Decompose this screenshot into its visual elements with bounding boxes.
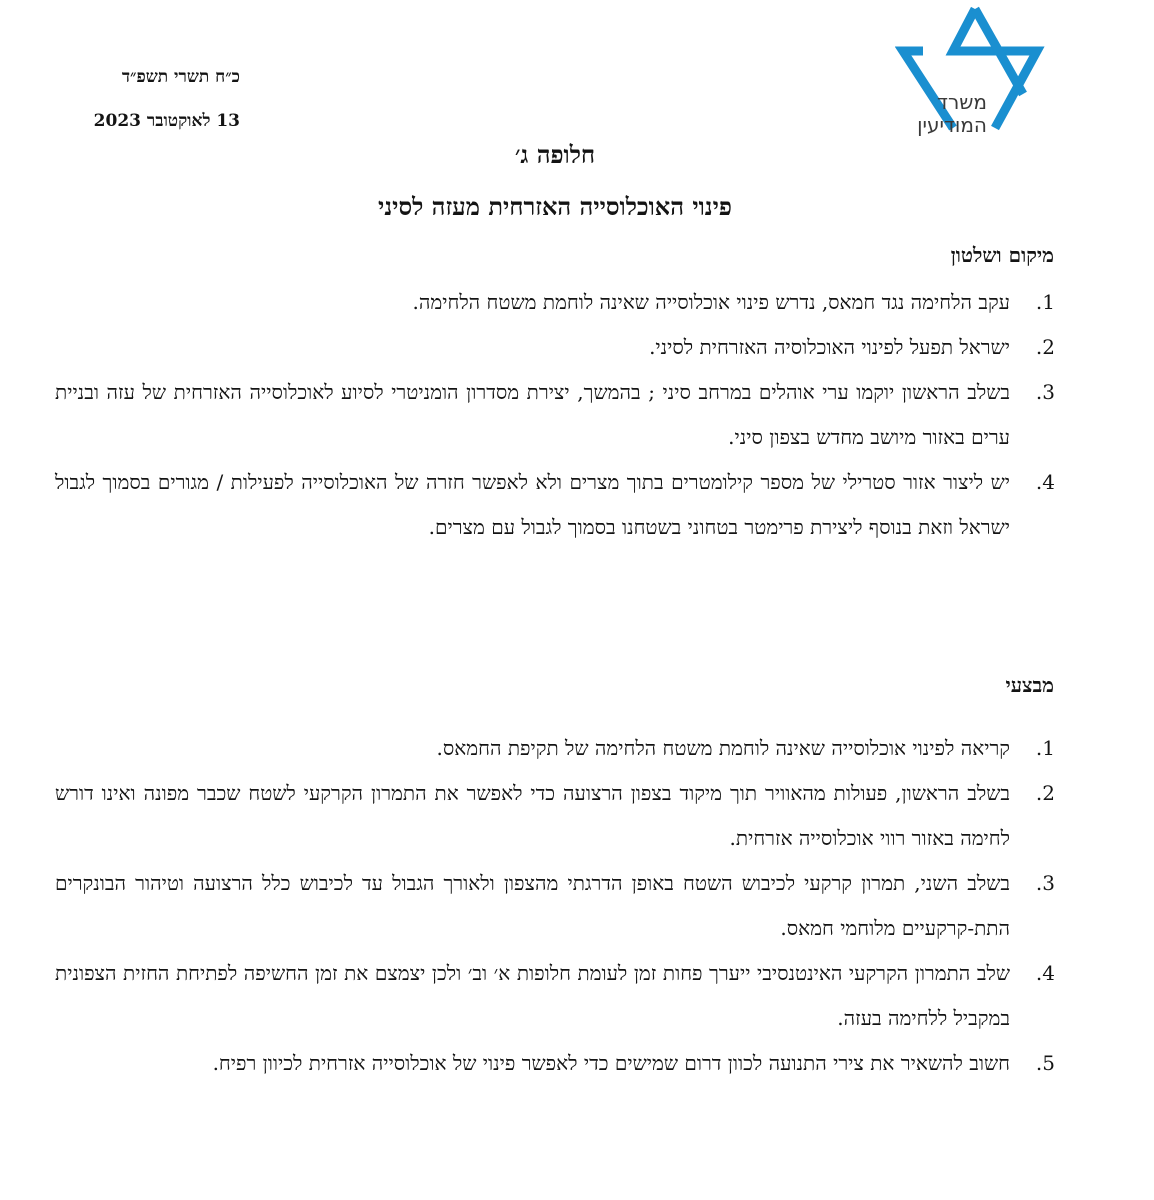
document-title: חלופה ג׳ (514, 140, 596, 169)
item-number: .1 (1035, 290, 1055, 314)
item-number: .3 (1035, 380, 1055, 404)
item-number: .5 (1035, 1051, 1055, 1075)
list-item (55, 460, 1055, 550)
item-text: בשלב השני, תמרון קרקעי לכיבוש השטח באופן הדרגתי מהצפון ולאורך הגבול עד לכיבוש כלל הרצועה וטיהור הבונקרים התת-קרקעיים מלוחמי חמאס. (55, 871, 1010, 940)
item-text: קריאה לפינוי אוכלוסייה שאינה לוחמת משטח הלחימה של תקיפת החמאס. (436, 736, 1010, 760)
date-block (40, 55, 240, 143)
list-item (55, 370, 1055, 460)
operational-list (55, 726, 1055, 1086)
item-number: .1 (1035, 736, 1055, 760)
list-item (55, 325, 1055, 370)
item-text: יש ליצור אזור סטרילי של מספר קילומטרים בתוך מצרים ולא לאפשר חזרה של האוכלוסייה לפעילות / מגורים בסמוך לגבול ישראל וזאת בנוסף ליצירת פרימטר בטחוני בשטחנו בסמוך לגבול עם מצרים. (55, 470, 1010, 539)
section-heading-location: מיקום ושלטון (950, 243, 1054, 267)
list-item (55, 280, 1055, 325)
list-item (55, 726, 1055, 771)
document-subtitle: פינוי האוכלוסייה האזרחית מעזה לסיני (378, 192, 732, 221)
item-text: בשלב הראשון יוקמו ערי אוהלים במרחב סיני ; בהמשך, יצירת מסדרון הומניטרי לסיוע לאוכלוסייה האזרחית של עזה ובניית ערים באזור מיושב מחדש בצפון סיני. (55, 380, 1010, 449)
location-list (55, 280, 1055, 550)
item-number: .3 (1035, 871, 1055, 895)
item-text: ישראל תפעל לפינוי האוכלוסיה האזרחית לסיני. (649, 335, 1010, 359)
item-text: עקב הלחימה נגד חמאס, נדרש פינוי אוכלוסייה שאינה לוחמת משטח הלחימה. (412, 290, 1010, 314)
item-number: .2 (1035, 335, 1055, 359)
logo-text-line1: משרד (937, 90, 987, 114)
item-number: .4 (1035, 470, 1055, 494)
item-text: בשלב הראשון, פעולות מהאוויר תוך מיקוד בצפון הרצועה כדי לאפשר את התמרון הקרקעי לשטח שכבר מפונה ואינו דורש לחימה באזור רווי אוכלוסייה אזרחית. (55, 781, 1010, 850)
item-text: שלב התמרון הקרקעי האינטנסיבי ייערך פחות זמן לעומת חלופות א׳ וב׳ ולכן יצמצם את זמן החשיפה לפתיחת החזית הצפונית במקביל ללחימה בעזה. (55, 961, 1010, 1030)
item-text: חשוב להשאיר את צירי התנועה לכוון דרום שמישים כדי לאפשר פינוי של אוכלוסייה אזרחית לכיוון רפיח. (212, 1051, 1010, 1075)
list-item (55, 1041, 1055, 1086)
list-item (55, 771, 1055, 861)
hebrew-date: כ״ח תשרי תשפ״ד (121, 67, 240, 87)
section-heading-operational: מבצעי (1005, 673, 1054, 697)
ministry-logo (895, 6, 1045, 136)
gregorian-date: 13 לאוקטובר 2023 (93, 111, 240, 131)
logo-text-line2: המודיעין (917, 113, 987, 136)
item-number: .4 (1035, 961, 1055, 985)
list-item (55, 861, 1055, 951)
list-item (55, 951, 1055, 1041)
item-number: .2 (1035, 781, 1055, 805)
